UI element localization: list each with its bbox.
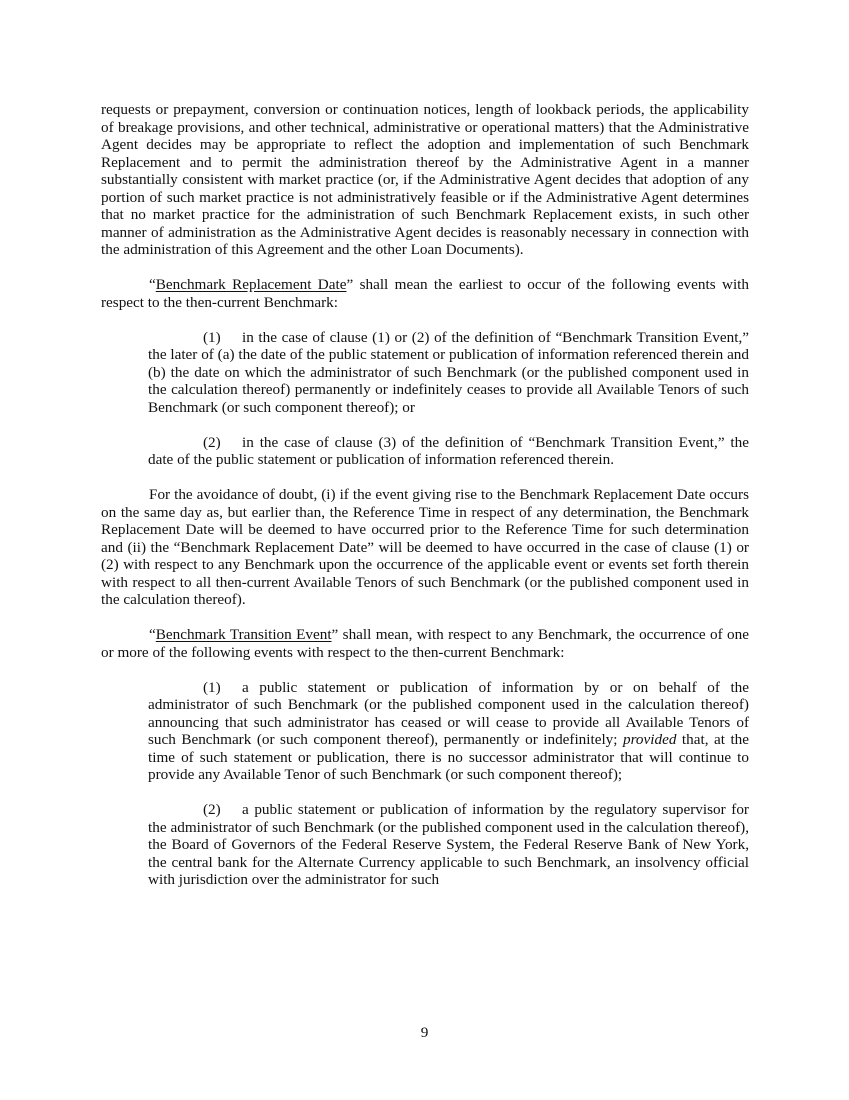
open-quote: “ xyxy=(149,276,156,293)
open-quote: “ xyxy=(149,626,156,643)
clause-number: (2) xyxy=(203,801,221,818)
clause-text: in the case of clause (3) of the definition of “Benchmark Transition Event,” the date of the public statement or publication of information referenced therein. xyxy=(148,433,749,468)
proviso-italic: provided xyxy=(622,731,677,748)
definition-text: ” shall mean, with respect to any Benchmark, the occurrence of one or more of the following events with respect to the then-current Benchmark: xyxy=(101,626,749,661)
clause-text-b: that, at the time of such statement or publication, there is no successor administrator that will continue to provide any Available Tenor of such Benchmark (or such component thereof); xyxy=(148,731,749,783)
clause-item-1 xyxy=(148,329,749,417)
defined-term: Benchmark Replacement Date xyxy=(155,276,347,293)
definition-benchmark-transition-event xyxy=(101,626,749,661)
page-number: 9 xyxy=(420,1024,429,1041)
clause-item-2 xyxy=(148,434,749,469)
definition-text: ” shall mean the earliest to occur of the following events with respect to the then-current Benchmark: xyxy=(101,276,749,311)
clause-text: a public statement or publication of information by the regulatory supervisor for the administrator of such Benchmark (or the published component used in the calculation thereof), the Board of Governors of the Federal Reserve System, the Federal Reserve Bank of New York, the central bank for the Alternate Currency applicable to such Benchmark, an insolvency official with jurisdiction over the administrator for such xyxy=(148,801,749,888)
intro-paragraph: requests or prepayment, conversion or continuation notices, length of lookback periods, the applicability of breakage provisions, and other technical, administrative or operational matters) that the Administrative Agent decides may be appropriate to reflect the adoption and implementation of such Benchmark Replacement and to permit the administration thereof by the Administrative Agent in a manner substantially consistent with market practice (or, if the Administrative Agent decides that adoption of any portion of such market practice is not administratively feasible or if the Administrative Agent determines that no market practice for the administration of such Benchmark Replacement exists, in such other manner of administration as the Administrative Agent decides is reasonably necessary in connection with the administration of this Agreement and the other Loan Documents). xyxy=(101,101,749,258)
event-item-1 xyxy=(148,679,749,784)
definition-benchmark-replacement-date xyxy=(101,276,749,311)
event-item-2 xyxy=(148,801,749,889)
clause-text: in the case of clause (1) or (2) of the definition of “Benchmark Transition Event,” the later of (a) the date of the public statement or publication of information referenced therein and (b) the date on which the administrator of such Benchmark (or the published component used in the calculation thereof) permanently or indefinitely ceases to provide all Available Tenors of such Benchmark (or such component thereof); or xyxy=(148,328,749,416)
clause-number: (1) xyxy=(203,678,221,696)
clause-number: (2) xyxy=(203,433,221,451)
clause-number: (1) xyxy=(203,328,221,346)
defined-term: Benchmark Transition Event xyxy=(155,626,332,643)
clause-text-a: a public statement or publication of information by or on behalf of the administrator of such Benchmark (or the published component used in the calculation thereof) announcing that such administrator has ceased or will cease to provide all Available Tenors of such Benchmark (or such component thereof), permanently or indefinitely; xyxy=(148,678,749,748)
avoidance-paragraph: For the avoidance of doubt, (i) if the event giving rise to the Benchmark Replacement Date occurs on the same day as, but earlier than, the Reference Time in respect of any determination, the Benchmark Replacement Date will be deemed to have occurred prior to the Reference Time for such determination and (ii) the “Benchmark Replacement Date” will be deemed to have occurred in the case of clause (1) or (2) with respect to any Benchmark upon the occurrence of the applicable event or events set forth therein with respect to all then-current Available Tenors of such Benchmark (or the published component used in the calculation thereof). xyxy=(101,486,749,608)
document-page xyxy=(101,101,749,889)
